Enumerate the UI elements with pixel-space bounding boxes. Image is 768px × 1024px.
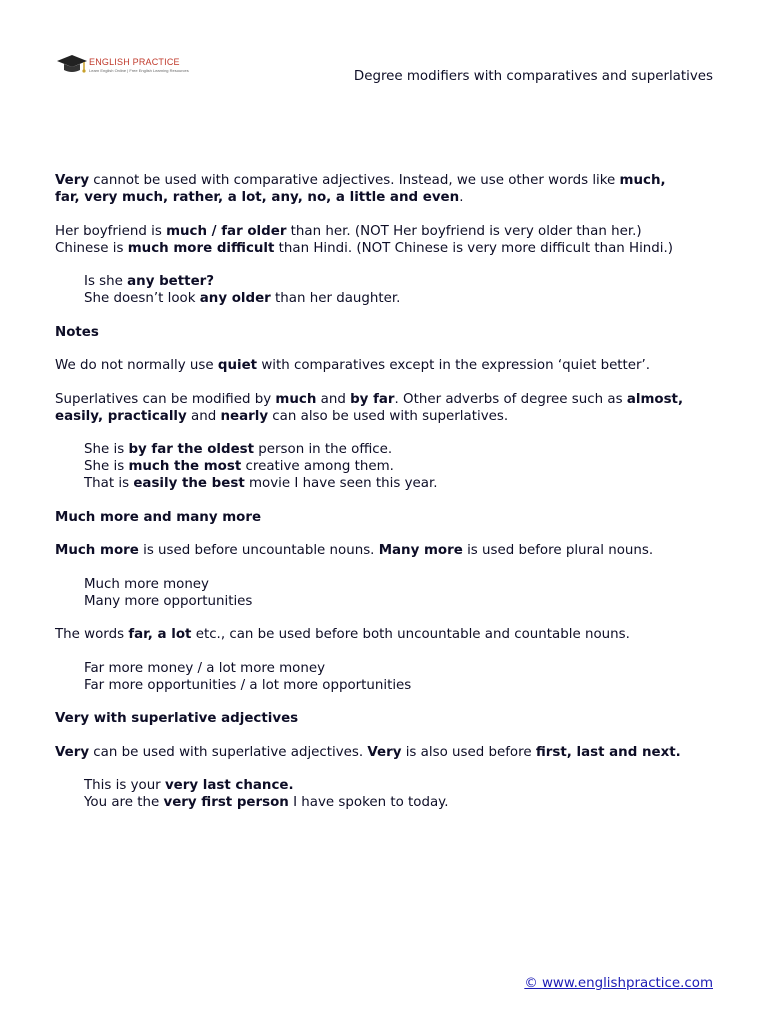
text-run: This is your <box>84 778 165 793</box>
bold-text: much, <box>619 173 666 188</box>
bold-text: quiet <box>217 358 258 373</box>
example-line <box>55 441 723 458</box>
bold-text: any better? <box>127 274 215 289</box>
bold-text: easily, practically <box>55 408 187 424</box>
paragraph-gap <box>55 341 723 358</box>
text-run: Much more money <box>84 576 209 592</box>
bold-text: much / far older <box>166 223 287 239</box>
text-run: Is she <box>84 274 128 289</box>
bold-text: very last chance. <box>164 778 294 793</box>
text-run: She doesn’t look <box>84 291 200 306</box>
text-run: cannot be used with comparative adjectives. Instead, we use other words like <box>89 173 620 188</box>
bold-text: Much more and many more <box>55 509 262 525</box>
text-line <box>55 189 723 206</box>
text-run: Far more opportunities / a lot more opportunities <box>84 677 412 693</box>
text-line <box>55 509 723 526</box>
logo-tagline: Learn English Online | Free English Learning Resources <box>89 68 189 73</box>
text-run: Chinese is <box>55 240 128 256</box>
text-run: . <box>459 190 464 205</box>
example-line <box>55 576 723 593</box>
text-run: than her daughter. <box>270 291 401 306</box>
text-run: movie I have seen this year. <box>244 476 438 491</box>
text-run: The words <box>55 627 129 642</box>
text-run: Many more opportunities <box>84 593 253 609</box>
text-run: can also be used with superlatives. <box>268 408 509 424</box>
text-run: is used before uncountable nouns. <box>138 543 379 558</box>
text-line <box>55 626 723 643</box>
bold-text: first, last and next. <box>535 744 681 760</box>
text-run: I have spoken to today. <box>288 795 449 810</box>
text-run: That is <box>84 476 134 491</box>
bold-text: far, very much, rather, a lot, any, no, a little and even <box>55 190 460 205</box>
bold-text: Many more <box>378 543 463 558</box>
text-run: can be used with superlative adjectives. <box>89 744 368 760</box>
text-run: . Other adverbs of degree such as <box>394 391 627 407</box>
bold-text: Very with superlative adjectives <box>55 711 299 726</box>
paragraph-gap <box>55 610 723 627</box>
text-line <box>55 357 723 374</box>
document-body <box>55 172 723 811</box>
graduation-cap-icon <box>56 52 88 78</box>
text-line <box>55 744 723 761</box>
paragraph-gap <box>55 559 723 576</box>
paragraph-gap <box>55 643 723 660</box>
text-run: and <box>186 408 221 424</box>
text-run: person in the office. <box>254 442 393 457</box>
example-line <box>55 273 723 290</box>
bold-text: Very <box>55 173 90 188</box>
paragraph-gap <box>55 526 723 543</box>
example-line <box>55 290 723 307</box>
paragraph-gap <box>55 492 723 509</box>
bold-text: almost, <box>626 391 684 407</box>
text-line <box>55 542 723 559</box>
paragraph-gap <box>55 206 723 223</box>
text-run: and <box>316 391 351 407</box>
text-run: etc., can be used before both uncountable and countable nouns. <box>191 627 630 642</box>
bold-text: easily the best <box>133 476 245 491</box>
bold-text: nearly <box>220 408 269 424</box>
paragraph-gap <box>55 307 723 324</box>
example-line <box>55 475 723 492</box>
bold-text: by far <box>350 391 395 407</box>
bold-text: far, a lot <box>128 627 192 642</box>
text-run: than her. (NOT Her boyfriend is very older than her.) <box>286 223 642 239</box>
paragraph-gap <box>55 761 723 778</box>
text-line <box>55 710 723 727</box>
text-line <box>55 240 723 257</box>
paragraph-gap <box>55 694 723 711</box>
bold-text: much the most <box>128 459 242 474</box>
text-run: She is <box>84 442 129 457</box>
footer-link[interactable]: © www.englishpractice.com <box>524 976 713 991</box>
text-run: We do not normally use <box>55 358 218 373</box>
paragraph-gap <box>55 727 723 744</box>
example-line <box>55 777 723 794</box>
text-run: creative among them. <box>241 459 394 474</box>
bold-text: Much more <box>55 543 139 558</box>
text-run: You are the <box>84 795 164 810</box>
logo-name: ENGLISH PRACTICE <box>89 57 180 67</box>
text-line <box>55 408 723 425</box>
paragraph-gap <box>55 425 723 442</box>
bold-text: Notes <box>55 324 99 340</box>
example-line <box>55 677 723 694</box>
text-run: with comparatives except in the expression ‘quiet better’. <box>257 358 651 373</box>
paragraph-gap <box>55 257 723 274</box>
bold-text: much more difficult <box>127 240 275 256</box>
text-line <box>55 324 723 341</box>
text-run: Her boyfriend is <box>55 223 167 239</box>
example-line <box>55 593 723 610</box>
paragraph-gap <box>55 374 723 391</box>
text-run: is also used before <box>401 744 536 760</box>
text-run: than Hindi. (NOT Chinese is very more difficult than Hindi.) <box>274 240 673 256</box>
bold-text: by far the oldest <box>128 442 255 457</box>
text-line <box>55 391 723 408</box>
bold-text: Very <box>55 744 90 760</box>
bold-text: any older <box>199 291 271 306</box>
text-run: is used before plural nouns. <box>462 543 654 558</box>
example-line <box>55 458 723 475</box>
logo <box>56 50 196 80</box>
text-run: Superlatives can be modified by <box>55 391 276 407</box>
bold-text: Very <box>367 744 402 760</box>
text-line <box>55 172 723 189</box>
example-line <box>55 660 723 677</box>
text-line <box>55 223 723 240</box>
text-run: She is <box>84 459 129 474</box>
example-line <box>55 794 723 811</box>
bold-text: very first person <box>163 795 289 810</box>
page-title: Degree modifiers with comparatives and superlatives <box>353 69 713 84</box>
bold-text: much <box>275 391 317 407</box>
text-run: Far more money / a lot more money <box>84 660 326 676</box>
